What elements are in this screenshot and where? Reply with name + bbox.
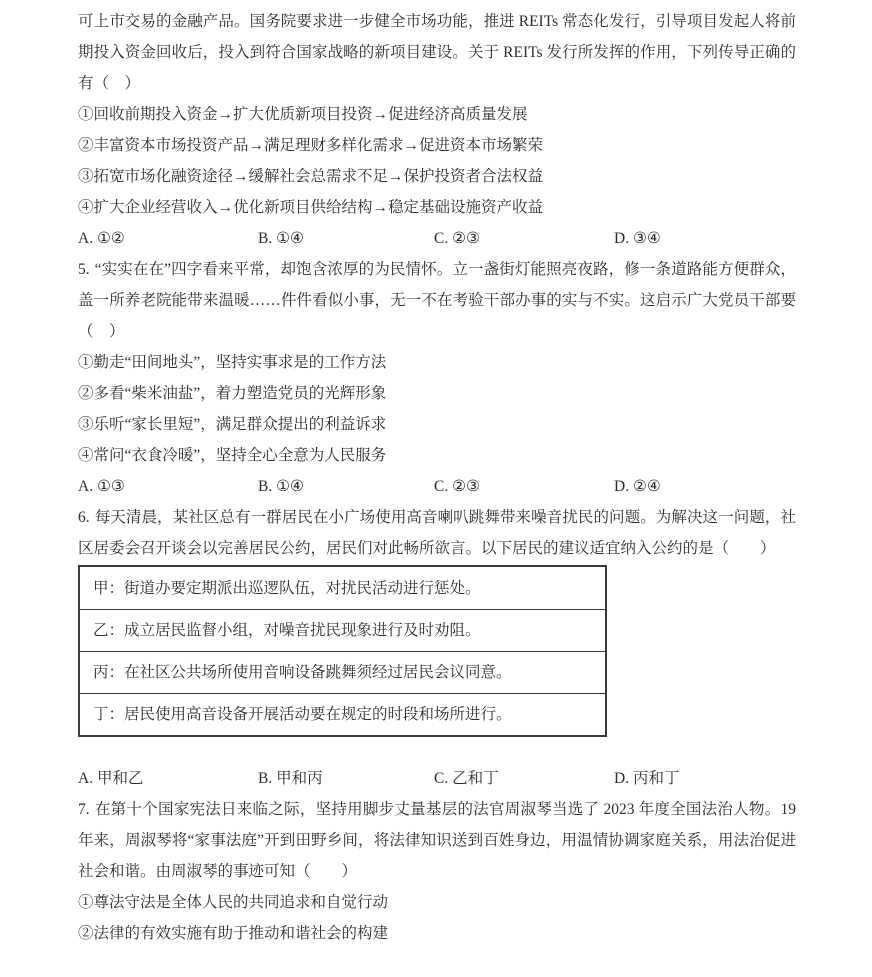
question-number: 7. (78, 801, 90, 818)
question-stem-text: 在第十个国家宪法日来临之际，坚持用脚步丈量基层的法官周淑琴当选了 2023 年度全国法治人物。19 年来，周淑琴将“家事法庭”开到田野乡间，将法律知识送到百姓身边，用温情协调家庭关系，用法治促进社会和谐。由周淑琴的事迹可知（ ） (78, 801, 796, 880)
option-c: C. 乙和丁 (434, 770, 499, 787)
option-b: B. 甲和丙 (258, 770, 323, 787)
option-c: C. ②③ (434, 230, 480, 247)
option-d: D. 丙和丁 (614, 770, 680, 787)
option-a: A. ①② (78, 230, 125, 247)
question-item: ③拓宽市场化融资途径→缓解社会总需求不足→保护投资者合法权益 (78, 168, 544, 185)
question-stem-text: “实实在在”四字看来平常，却饱含浓厚的为民情怀。立一盏街灯能照亮夜路，修一条道路能方便群众，盖一所养老院能带来温暖……件件看似小事，无一不在考验干部办事的实与不实。这启示广大党员干部要（ ） (78, 261, 796, 340)
option-c: C. ②③ (434, 478, 480, 495)
suggestion-text: 乙：成立居民监督小组，对噪音扰民现象进行及时劝阻。 (93, 622, 481, 639)
question-stem (78, 794, 796, 887)
question-item: ④扩大企业经营收入→优化新项目供给结构→稳定基础设施资产收益 (78, 199, 544, 216)
suggestion-row-ding (80, 693, 605, 735)
answer-options-row (78, 763, 796, 794)
question-6 (78, 502, 796, 794)
question-item: ②丰富资本市场投资产品→满足理财多样化需求→促进资本市场繁荣 (78, 137, 544, 154)
question-stem: 可上市交易的金融产品。国务院要求进一步健全市场功能，推进 REITs 常态化发行，引导项目发起人将前期投入资金回收后，投入到符合国家战略的新项目建设。关于 REITs 发行所发挥的作用，下列传导正确的有（ ） (78, 13, 796, 92)
suggestions-table (78, 565, 607, 737)
option-a: A. 甲和乙 (78, 770, 144, 787)
answer-options-row (78, 223, 796, 254)
question-stem (78, 502, 796, 564)
option-d: D. ③④ (614, 230, 661, 247)
question-item: ①勤走“田间地头”，坚持实事求是的工作方法 (78, 354, 387, 371)
question-item: ②法律的有效实施有助于推动和谐社会的构建 (78, 925, 389, 942)
question-item: ①回收前期投入资金→扩大优质新项目投资→促进经济高质量发展 (78, 106, 528, 123)
question-7 (78, 794, 796, 949)
question-5 (78, 254, 796, 502)
option-b: B. ①④ (258, 478, 304, 495)
suggestion-text: 甲：街道办要定期派出巡逻队伍，对扰民活动进行惩处。 (93, 579, 481, 597)
question-item: ②多看“柴米油盐”，着力塑造党员的光辉形象 (78, 385, 387, 402)
option-d: D. ②④ (614, 478, 661, 495)
suggestion-text: 丙：在社区公共场所使用音响设备跳舞须经过居民会议同意。 (93, 664, 512, 681)
option-b: B. ①④ (258, 230, 304, 247)
suggestion-text: 丁：居民使用高音设备开展活动要在规定的时段和场所进行。 (93, 706, 512, 723)
suggestion-row-yi (80, 609, 605, 651)
question-4-continuation (78, 6, 796, 254)
suggestion-row-bing (80, 651, 605, 693)
question-item: ④常问“衣食冷暖”，坚持全心全意为人民服务 (78, 447, 387, 464)
question-stem-text: 每天清晨，某社区总有一群居民在小广场使用高音喇叭跳舞带来噪音扰民的问题。为解决这一问题，社区居委会召开谈会以完善居民公约，居民们对此畅所欲言。以下居民的建议适宜纳入公约的是（ ） (78, 509, 796, 557)
question-number: 5. (78, 261, 90, 278)
question-item: ①尊法守法是全体人民的共同追求和自觉行动 (78, 894, 389, 911)
question-item: ③乐听“家长里短”，满足群众提出的利益诉求 (78, 416, 387, 433)
question-stem (78, 254, 796, 347)
suggestion-row-jia (80, 567, 605, 609)
question-number: 6. (78, 509, 90, 526)
answer-options-row (78, 471, 796, 502)
option-a: A. ①③ (78, 478, 125, 495)
